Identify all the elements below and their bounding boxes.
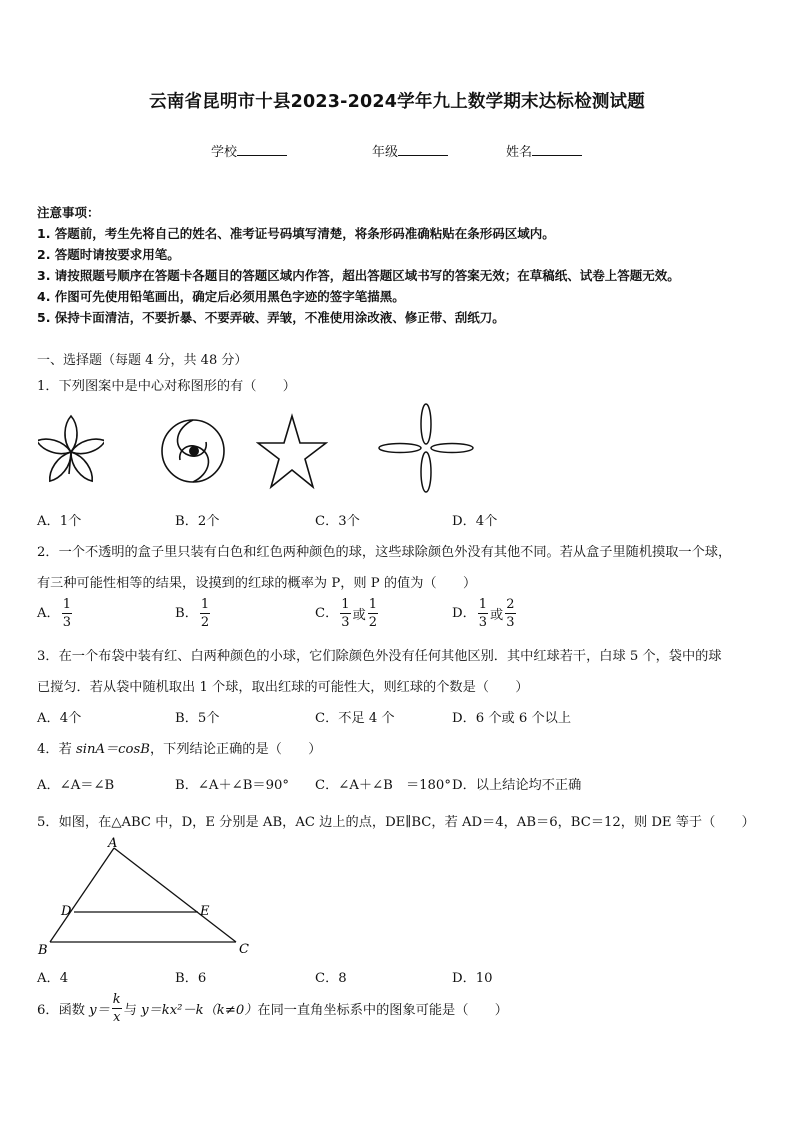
four-petal-figure (376, 402, 476, 494)
question-6-stem (37, 993, 508, 1024)
q6-mid: 与 (123, 1003, 142, 1018)
or-text: 或 (490, 608, 504, 623)
grade-label: 年级 (372, 145, 399, 160)
denominator: 3 (506, 615, 515, 630)
star-figure (256, 412, 328, 492)
vertex-label-a: A (108, 836, 118, 851)
denominator: 3 (478, 615, 488, 630)
q4-option-c: C．∠A＋∠B ＝180° (315, 778, 451, 793)
q4-prefix: 4．若 (37, 742, 76, 757)
question-1-stem: 1．下列图案中是中心对称图形的有（ ） (37, 379, 296, 394)
q2-option-b (175, 598, 212, 629)
flower-figure (38, 412, 104, 492)
school-field (211, 141, 287, 160)
numerator: 1 (200, 597, 210, 612)
numerator: 1 (341, 597, 350, 612)
numerator: 2 (506, 597, 515, 612)
q2-option-c-fraction-1 (340, 598, 350, 629)
triangle-figure (36, 836, 256, 962)
q1-option-b: B．2个 (175, 514, 220, 529)
notice-item: 4. 作图可先使用铅笔画出，确定后必须用黑色字迹的签字笔描黑。 (37, 289, 405, 304)
school-blank (237, 143, 287, 156)
name-blank (532, 143, 582, 156)
question-2-stem-line1: 2．一个不透明的盒子里只装有白色和红色两种颜色的球，这些球除颜色外没有其他不同。若从盒子里随机摸取一个球， (37, 545, 732, 560)
denominator: 2 (200, 615, 210, 630)
q4-option-a: A．∠A＝∠B (37, 778, 115, 793)
q6-prefix: 6．函数 (37, 1003, 90, 1018)
vertex-label-c: C (239, 942, 249, 957)
q5-option-b: B．6 (175, 971, 207, 986)
denominator: 2 (368, 615, 378, 630)
q1-option-a: A．1个 (37, 514, 82, 529)
swirl-circle-figure (158, 414, 228, 488)
q3-option-a: A．4个 (37, 711, 82, 726)
denominator: x (113, 1010, 121, 1025)
school-label: 学校 (211, 145, 238, 160)
q2-option-b-fraction (200, 598, 210, 629)
notice-item: 2. 答题时请按要求用笔。 (37, 247, 180, 262)
name-label: 姓名 (506, 145, 533, 160)
vertex-label-b: B (38, 943, 48, 958)
q4-option-d: D．以上结论均不正确 (452, 778, 582, 793)
q2-option-d-fraction-2 (505, 598, 515, 629)
q2-option-c (315, 598, 380, 629)
question-3-stem-line2: 已搅匀．若从袋中随机取出 1 个球，取出红球的可能性大，则红球的个数是（ ） (37, 680, 529, 695)
q6-fraction (112, 993, 122, 1024)
question-4-stem (37, 738, 321, 757)
q4-option-b: B．∠A＋∠B＝90° (175, 778, 289, 793)
denominator: 3 (62, 615, 71, 630)
q4-suffix: ，下列结论正确的是（ ） (149, 742, 322, 757)
side-ac (114, 848, 236, 942)
q2-option-d-label: D． (452, 606, 476, 621)
q3-option-d: D．6 个或 6 个以上 (452, 711, 572, 726)
point-label-d: D (61, 904, 72, 919)
q3-option-c: C．不足 4 个 (315, 711, 395, 726)
swirl-center-dot (189, 446, 199, 456)
numerator: 1 (478, 597, 488, 612)
q2-option-d-fraction-1 (478, 598, 488, 629)
notice-item: 3. 请按照题号顺序在答题卡各题目的答题区域内作答，超出答题区域书写的答案无效；在草稿纸、试卷上答题无效。 (37, 268, 680, 283)
q6-function-1: y＝ (89, 1003, 110, 1018)
q4-equation: sinA＝cosB (75, 742, 150, 757)
grade-blank (398, 143, 448, 156)
q5-option-c: C．8 (315, 971, 347, 986)
numerator: 1 (62, 597, 71, 612)
q3-option-b: B．5个 (175, 711, 220, 726)
q2-option-c-fraction-2 (368, 598, 378, 629)
question-3-stem-line1: 3．在一个布袋中装有红、白两种颜色的小球，它们除颜色外没有任何其他区别．其中红球若干，白球 5 个，袋中的球 (37, 649, 722, 664)
denominator: 3 (341, 615, 350, 630)
q2-option-a-label: A． (37, 606, 60, 621)
page-title: 云南省昆明市十县2023-2024学年九上数学期末达标检测试题 (149, 92, 645, 112)
numerator: k (112, 992, 121, 1007)
or-text: 或 (352, 608, 366, 623)
q2-option-b-label: B． (175, 606, 198, 621)
notice-item: 1. 答题前，考生先将自己的姓名、准考证号码填写清楚，将条形码准确粘贴在条形码区域内。 (37, 226, 555, 241)
question-2-stem-line2: 有三种可能性相等的结果，设摸到的红球的概率为 P，则 P 的值为（ ） (37, 576, 477, 591)
q1-option-c: C．3个 (315, 514, 360, 529)
q2-option-a (37, 598, 74, 629)
q2-option-c-label: C． (315, 606, 339, 621)
q2-option-a-fraction (62, 598, 72, 629)
q1-option-d: D．4个 (452, 514, 498, 529)
q6-suffix: 在同一直角坐标系中的图象可能是（ ） (257, 1003, 508, 1018)
q6-function-2: y＝kx²－k（k≠0） (141, 1003, 258, 1018)
q2-option-d (452, 598, 518, 629)
name-field (506, 141, 582, 160)
q5-option-a: A．4 (37, 971, 69, 986)
side-ab (50, 848, 114, 942)
question-5-stem: 5．如图，在△ABC 中，D，E 分别是 AB，AC 边上的点，DE∥BC，若 AD＝4，AB＝6，BC＝12，则 DE 等于（ ） (37, 815, 755, 830)
notice-item: 5. 保持卡面清洁，不要折暴、不要弄破、弄皱，不准使用涂改液、修正带、刮纸刀。 (37, 310, 505, 325)
section-heading: 一、选择题（每题 4 分，共 48 分） (37, 353, 248, 368)
numerator: 1 (368, 597, 378, 612)
notice-heading: 注意事项： (37, 205, 100, 220)
grade-field (372, 141, 448, 160)
point-label-e: E (200, 904, 210, 919)
q5-option-d: D．10 (452, 971, 493, 986)
